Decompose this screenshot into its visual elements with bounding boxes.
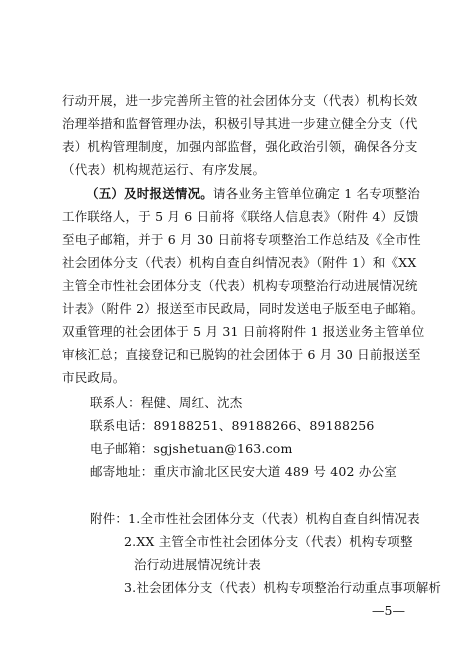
contact-email-row <box>90 441 293 457</box>
contact-phone-value: 89188251、89188266、89188256 <box>153 418 375 433</box>
contact-phone-label: 联系电话： <box>90 418 154 433</box>
section-line: 市民政局。 <box>62 370 126 385</box>
section-line: 主管全市性社会团体分支（代表）机构专项整治行动进展情况统 <box>62 278 418 293</box>
attachment-item: 3.社会团体分支（代表）机构专项整治行动重点事项解析 <box>124 580 442 595</box>
paragraph-line: 行动开展，进一步完善所主管的社会团体分支（代表）机构长效 <box>62 93 418 108</box>
attachment-item: 1.全市性社会团体分支（代表）机构自查自纠情况表 <box>128 511 420 526</box>
contact-email-label: 电子邮箱： <box>90 441 154 456</box>
section-heading: （五）及时报送情况。 <box>86 186 214 201</box>
attachment-row-1 <box>90 511 420 527</box>
paragraph-line: 治理举措和监督管理办法，积极引导其进一步建立健全分支（代 <box>62 116 418 131</box>
paragraph-line: （代表）机构规范运行、有序发展。 <box>62 162 266 177</box>
contact-person-value: 程健、周红、沈杰 <box>140 395 243 410</box>
contact-address-label: 邮寄地址： <box>90 464 154 479</box>
contact-phone-row <box>90 418 375 434</box>
contact-person-label: 联系人： <box>90 395 141 410</box>
section-line: 双重管理的社会团体于 5 月 31 日前将附件 1 报送业务主管单位 <box>62 324 425 339</box>
section-line: 至电子邮箱，并于 6 月 30 日前将专项整治工作总结及《全市性 <box>62 232 421 247</box>
contact-email-value: sgjshetuan@163.com <box>153 441 293 456</box>
section-line: 审核汇总；直接登记和已脱钩的社会团体于 6 月 30 日前报送至 <box>62 347 421 362</box>
attachment-item: 2.XX 主管全市性社会团体分支（代表）机构专项整 <box>124 534 413 549</box>
section-line: 社会团体分支（代表）机构自查自纠情况表》（附件 1）和《XX <box>62 255 417 270</box>
paragraph-line: 表）机构管理制度，加强内部监督，强化政治引领，确保各分支 <box>62 139 418 154</box>
attachment-item-continuation: 治行动进展情况统计表 <box>134 557 262 572</box>
contact-person-row <box>90 395 242 411</box>
section-line: 工作联络人，于 5 月 6 日前将《联络人信息表》（附件 4）反馈 <box>62 209 419 224</box>
section-first-line <box>86 186 420 202</box>
section-text: 请各业务主管单位确定 1 名专项整治 <box>213 186 421 201</box>
contact-address-row <box>90 464 397 480</box>
page-number: —5— <box>372 603 405 618</box>
section-line: 计表》（附件 2）报送至市民政局，同时发送电子版至电子邮箱。 <box>62 301 424 316</box>
attachments-label: 附件： <box>90 511 129 526</box>
contact-address-value: 重庆市渝北区民安大道 489 号 402 办公室 <box>153 464 397 479</box>
